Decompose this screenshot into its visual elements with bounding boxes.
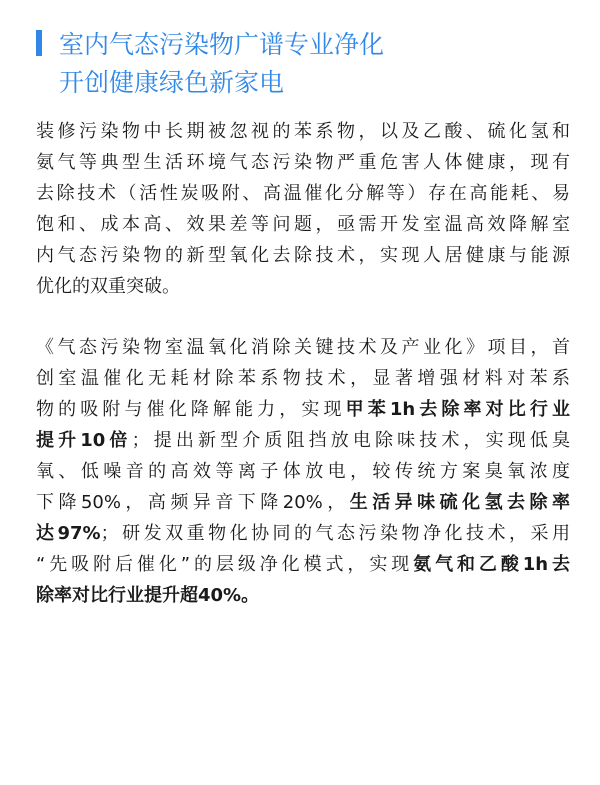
paragraph-2-line <box>36 394 570 425</box>
bold-highlight: 达97% <box>36 523 101 544</box>
paragraph-2-line <box>36 487 570 518</box>
heading-accent-bar <box>36 30 42 56</box>
plain-text: ；提出新型介质阻挡放电除味技术，实现低臭 <box>131 430 570 451</box>
paragraph-2-line <box>36 549 570 580</box>
paragraph-2-line <box>36 425 570 456</box>
paragraph-2-line: 《气态污染物室温氧化消除关键技术及产业化》项目，首 <box>36 337 570 358</box>
paragraph-2-line: 创室温催化无耗材除苯系物技术，显著增强材料对苯系 <box>36 368 570 389</box>
paragraph-1-line: 饱和、成本高、效果差等问题，亟需开发室温高效降解室 <box>36 214 570 235</box>
article-body <box>36 116 570 641</box>
heading-line-2: 开创健康绿色新家电 <box>59 68 285 97</box>
plain-text: 下降50%，高频异音下降20%， <box>36 492 350 513</box>
paragraph-1-line: 去除技术（活性炭吸附、高温催化分解等）存在高能耗、易 <box>36 183 570 204</box>
plain-text: ；研发双重物化协同的气态污染物净化技术，采用 <box>100 523 571 544</box>
paragraph-1-line: 内气态污染物的新型氧化去除技术，实现人居健康与能源 <box>36 245 570 266</box>
paragraph-1 <box>36 116 570 302</box>
heading-line-1: 室内气态污染物广谱专业净化 <box>59 30 385 59</box>
paragraph-2-line: 氧、低噪音的高效等离子体放电，较传统方案臭氧浓度 <box>36 461 570 482</box>
section-heading <box>36 26 576 102</box>
plain-text: “先吸附后催化”的层级净化模式，实现 <box>36 554 414 575</box>
plain-text: 物的吸附与催化降解能力，实现 <box>36 399 346 420</box>
paragraph-1-line: 装修污染物中长期被忽视的苯系物，以及乙酸、硫化氢和 <box>36 121 570 142</box>
bold-highlight: 氨气和乙酸1h去 <box>413 554 570 575</box>
bold-highlight: 甲苯1h去除率对比行业 <box>345 399 571 420</box>
paragraph-1-line: 优化的双重突破。 <box>36 276 180 297</box>
bold-highlight: 提升10倍 <box>36 430 132 451</box>
paragraph-1-line: 氨气等典型生活环境气态污染物严重危害人体健康，现有 <box>36 152 570 173</box>
paragraph-2 <box>36 332 570 611</box>
bold-highlight: 生活异味硫化氢去除率 <box>349 492 571 513</box>
paragraph-2-line: 除率对比行业提升超40%。 <box>36 585 260 606</box>
paragraph-2-line <box>36 518 570 549</box>
